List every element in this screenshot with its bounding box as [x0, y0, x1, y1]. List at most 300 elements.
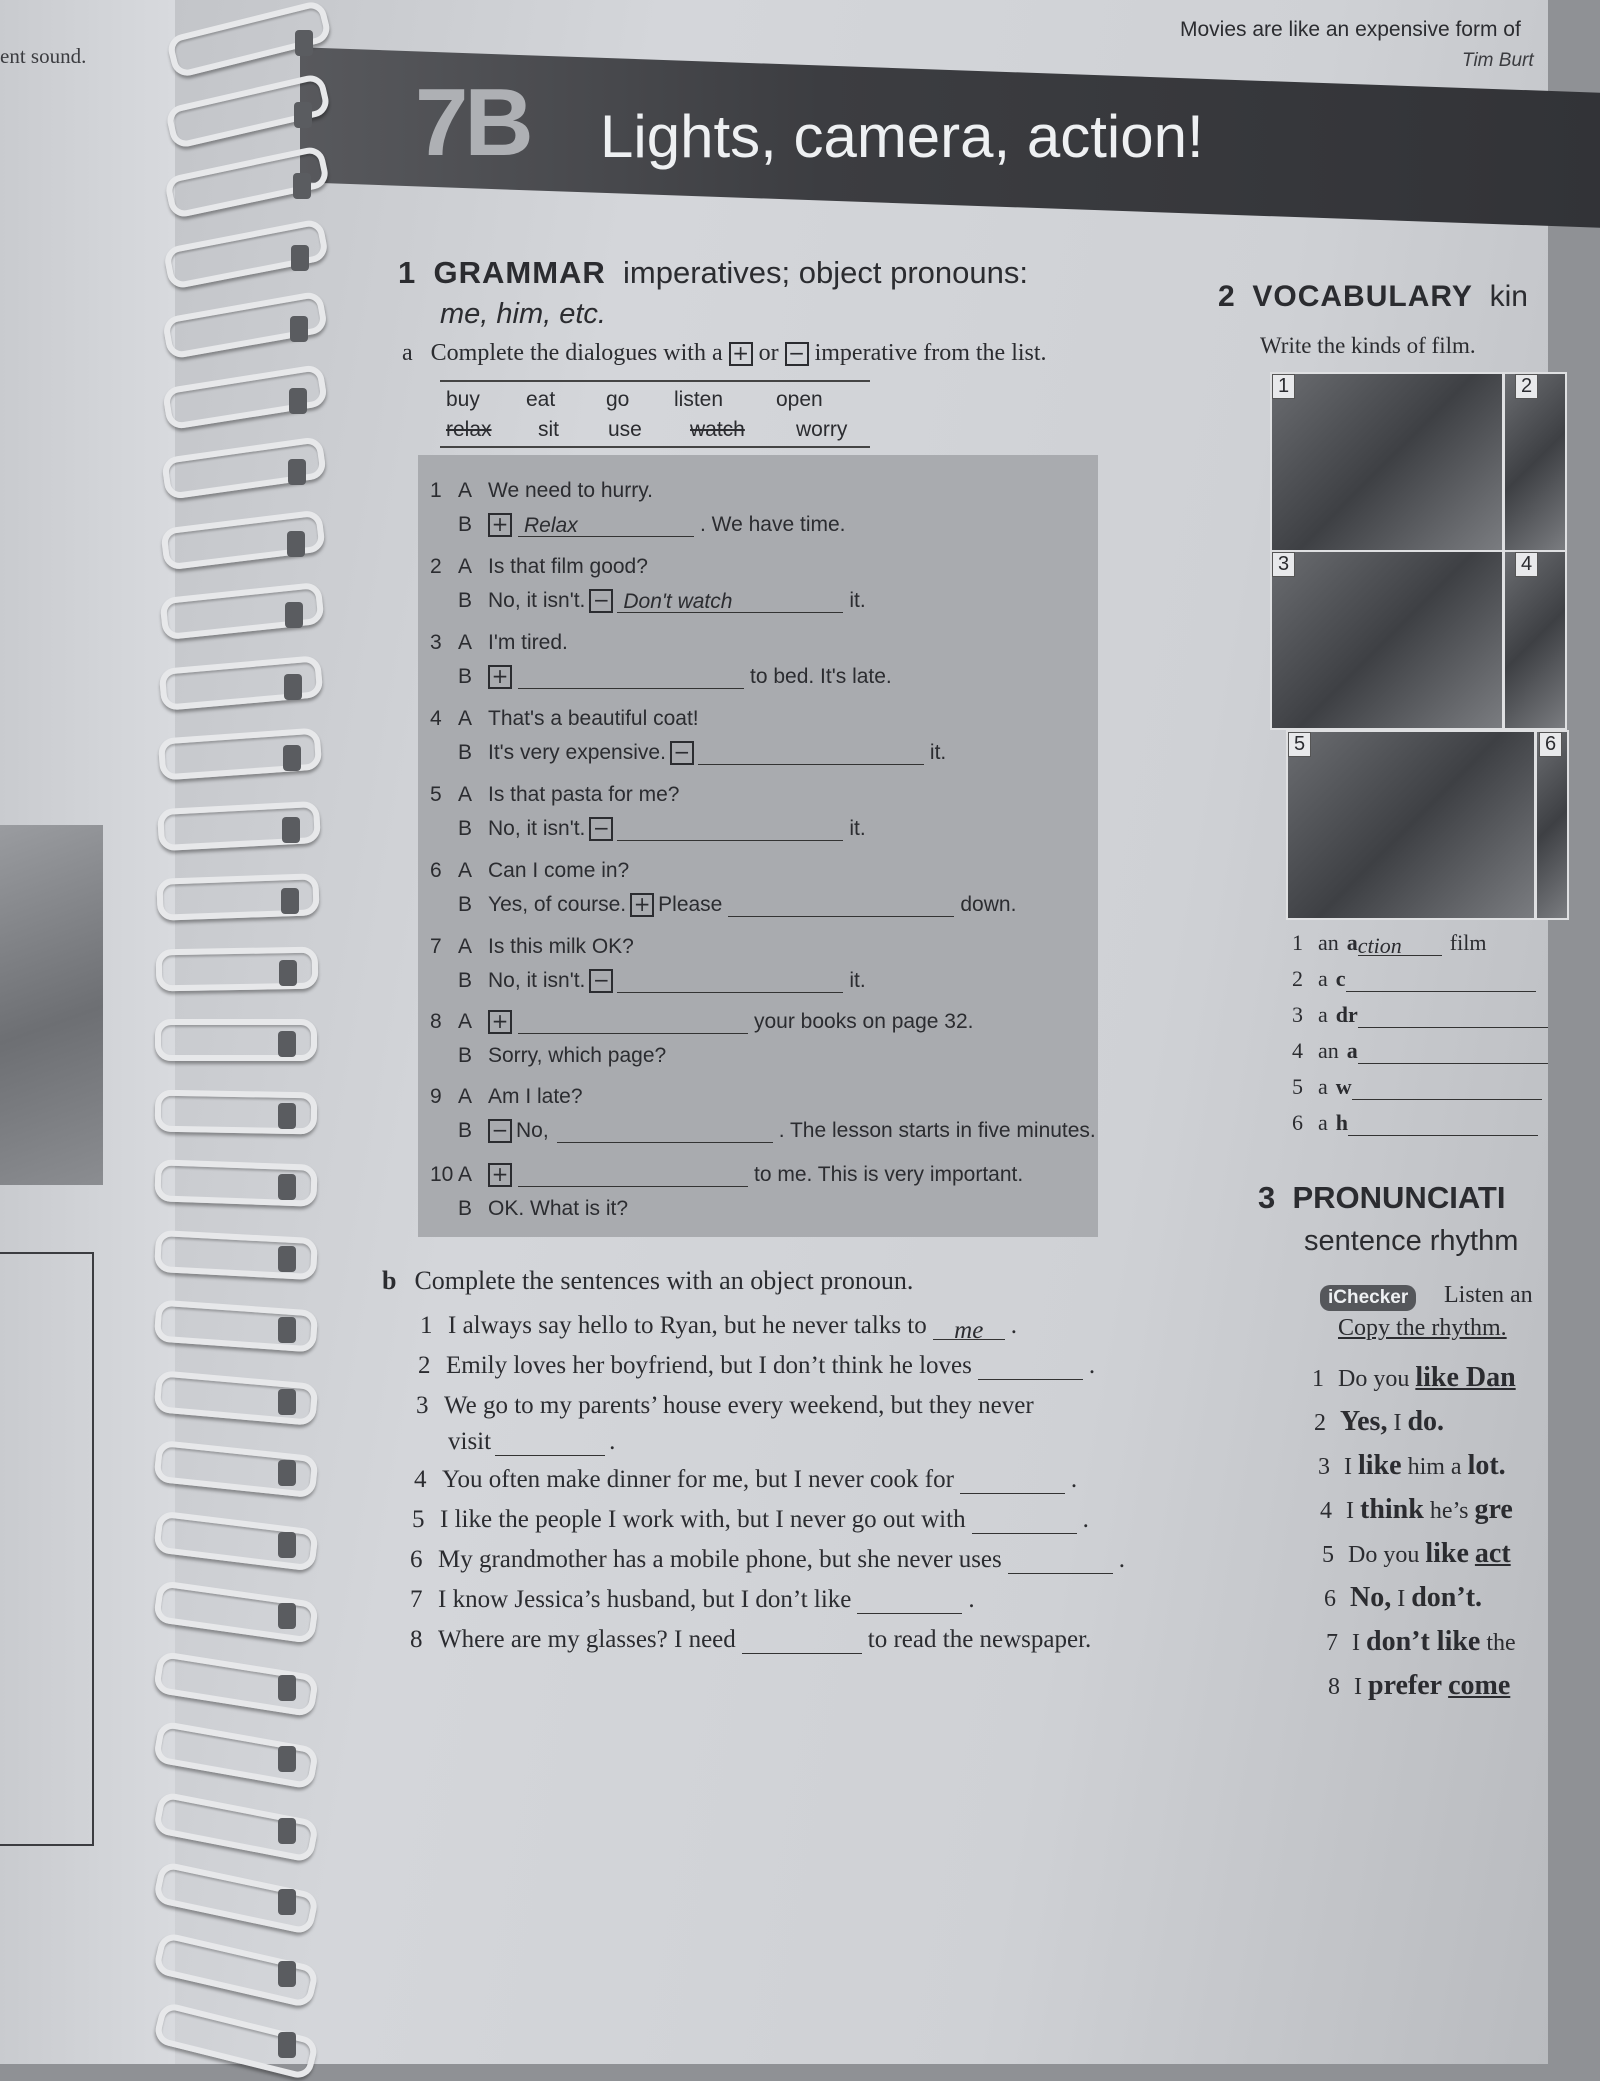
sentence-number: 5 — [412, 1506, 425, 1533]
pronunciation-number: 6 — [1324, 1586, 1336, 1612]
answer-blank[interactable]: Don't watch — [617, 590, 843, 613]
part-b-instruction-text: Complete the sentences with an object pronoun. — [414, 1266, 914, 1295]
dialogue-text: it. — [849, 817, 866, 840]
minus-box-icon: − — [488, 1119, 512, 1143]
dialogue-line-b — [458, 817, 866, 841]
dialogue-line-a — [430, 479, 653, 503]
binding-hole — [281, 888, 299, 914]
minus-box-icon: − — [670, 741, 694, 765]
dialogue-line-b — [458, 1119, 1096, 1143]
photo-number: 1 — [1272, 374, 1295, 399]
dialogue-line-b — [458, 1197, 628, 1221]
pronunciation-word: act — [1474, 1538, 1511, 1569]
binding-hole — [291, 245, 309, 271]
dialogue-number: 6 — [430, 859, 442, 882]
dialogue-text: it. — [849, 589, 866, 612]
speaker-b: B — [458, 969, 473, 992]
vocabulary-heading — [1218, 280, 1528, 314]
pronunciation-word: like — [1358, 1450, 1402, 1481]
pronunciation-word: the — [1486, 1630, 1516, 1656]
pronunciation-label: PRONUNCIATI — [1292, 1180, 1506, 1215]
sentence-text: Where are my glasses? I need — [438, 1626, 736, 1653]
speaker-b: B — [458, 1119, 473, 1142]
vocabulary-item — [1292, 1110, 1538, 1136]
dialogue-text: Yes, of course. — [488, 893, 627, 916]
vocabulary-prompt: a — [1346, 1038, 1358, 1063]
sentence-number: 1 — [420, 1312, 433, 1339]
dialogue-text: It's very expensive. — [488, 741, 666, 764]
answer-blank[interactable] — [518, 1011, 748, 1034]
dialogue-line-b — [458, 1044, 666, 1068]
film-photo — [1270, 372, 1504, 552]
answer-blank[interactable] — [1358, 1041, 1548, 1064]
pronunciation-word: lot. — [1467, 1450, 1506, 1481]
pronunciation-word: Yes, — [1340, 1406, 1388, 1437]
part-b-instruction — [382, 1266, 913, 1296]
sentence-number: 6 — [410, 1546, 423, 1573]
answer-blank[interactable] — [978, 1357, 1083, 1380]
pronunciation-word: I — [1344, 1454, 1352, 1480]
film-photo — [1270, 550, 1504, 730]
sentence — [412, 1506, 1089, 1534]
dialogue-line-a — [430, 935, 634, 959]
speaker-a: A — [458, 555, 473, 578]
pronunciation-word: I — [1397, 1586, 1406, 1612]
word-list — [440, 380, 870, 448]
sentence-number: 8 — [410, 1626, 423, 1653]
answer-blank[interactable] — [617, 818, 843, 841]
binding-hole — [285, 602, 303, 628]
vocabulary-item-number: 6 — [1292, 1110, 1303, 1135]
answer-blank[interactable] — [1358, 1005, 1548, 1028]
vocabulary-prompt: c — [1335, 966, 1346, 991]
vocabulary-item — [1292, 1002, 1548, 1028]
photo-number: 2 — [1515, 374, 1538, 399]
dialogue-text: No, it isn't. — [488, 589, 586, 612]
binding-hole — [290, 316, 308, 342]
answer-blank[interactable]: me — [933, 1317, 1005, 1340]
binding-hole — [278, 1675, 296, 1701]
photo-number: 6 — [1539, 732, 1562, 757]
pronunciation-item — [1320, 1494, 1519, 1526]
dialogue-text: Is that pasta for me? — [488, 783, 680, 806]
binding-hole — [278, 1532, 296, 1558]
sentence — [420, 1312, 1017, 1344]
vocabulary-prompt: a — [1346, 930, 1358, 955]
dialogue-number: 10 — [430, 1163, 454, 1186]
dialogue-line-b — [458, 665, 892, 689]
speaker-b: B — [458, 1197, 473, 1220]
dialogue-text: to me. This is very important. — [754, 1163, 1024, 1186]
vocabulary-label: VOCABULARY — [1252, 280, 1473, 313]
pronunciation-word: him a — [1407, 1454, 1462, 1480]
vocabulary-article: an — [1318, 930, 1339, 955]
sentence-number: 2 — [418, 1352, 431, 1379]
sentence — [416, 1392, 1034, 1420]
dialogue-number: 2 — [430, 555, 442, 578]
binding-hole — [289, 388, 307, 414]
answer-blank[interactable] — [1346, 969, 1536, 992]
speaker-b: B — [458, 741, 473, 764]
sentence-end: . — [1010, 1312, 1017, 1339]
answer-blank[interactable] — [960, 1471, 1065, 1494]
sentence — [410, 1626, 1091, 1654]
photo-number: 4 — [1515, 552, 1538, 577]
vocabulary-item-number: 2 — [1292, 966, 1303, 991]
minus-box-icon: − — [589, 589, 613, 613]
dialogue-line-a — [430, 859, 629, 883]
plus-box-icon: + — [488, 1010, 512, 1034]
left-page-snippet: ent sound. — [0, 44, 87, 68]
dialogue-text: . The lesson starts in five minutes. — [778, 1119, 1096, 1142]
speaker-a: A — [458, 935, 473, 958]
binding-hole — [282, 817, 300, 843]
vocabulary-instruction: Write the kinds of film. — [1260, 333, 1476, 358]
sentence-end: . — [609, 1428, 616, 1455]
binding-hole — [278, 1103, 296, 1129]
dialogue-text: your books on page 32. — [754, 1010, 974, 1033]
pronunciation-word: like Dan — [1415, 1362, 1516, 1393]
vocabulary-item-number: 3 — [1292, 1002, 1303, 1027]
plus-box-icon: + — [630, 893, 654, 917]
vocabulary-topic: kin — [1489, 280, 1528, 313]
pronunciation-item — [1324, 1582, 1488, 1614]
answer-blank[interactable] — [857, 1591, 962, 1614]
film-photo — [1535, 730, 1569, 920]
pronunciation-item — [1312, 1362, 1522, 1394]
binding-hole — [278, 1889, 296, 1915]
sentence — [414, 1466, 1077, 1494]
speaker-a: A — [458, 859, 473, 882]
pronunciation-item — [1318, 1450, 1512, 1482]
binding-hole — [278, 1818, 296, 1844]
pronunciation-word: I — [1354, 1674, 1362, 1700]
dialogue-text: OK. What is it? — [488, 1197, 629, 1220]
answer-blank[interactable] — [557, 1120, 773, 1143]
plus-box-icon: + — [488, 665, 512, 689]
sentence-number: 3 — [416, 1392, 429, 1419]
pronunciation-number: 7 — [1326, 1630, 1338, 1656]
part-a-instruction-pre: Complete the dialogues with a — [430, 340, 723, 366]
dialogue-line-a — [430, 783, 679, 807]
answer-blank[interactable] — [617, 970, 843, 993]
vocabulary-item-number: 1 — [1292, 930, 1303, 955]
dialogue-line-a — [430, 1010, 974, 1034]
pronunciation-number: 3 — [1318, 1454, 1330, 1480]
vocabulary-prompt: w — [1335, 1074, 1352, 1099]
film-photo — [1503, 372, 1567, 552]
answer-blank[interactable] — [1008, 1551, 1113, 1574]
pronunciation-instruction-1: Listen an — [1444, 1282, 1533, 1308]
binding-hole — [278, 1746, 296, 1772]
sentence-number: 7 — [410, 1586, 423, 1613]
sentence-text: visit — [448, 1428, 492, 1455]
vocabulary-prompt: h — [1335, 1110, 1349, 1135]
pronunciation-number: 5 — [1322, 1542, 1334, 1568]
word-list-item: eat — [526, 388, 556, 411]
pronunciation-word: I — [1346, 1498, 1354, 1524]
speaker-b: B — [458, 817, 473, 840]
dialogue-text: We need to hurry. — [488, 479, 653, 502]
sentence-text: I like the people I work with, but I never go out with — [440, 1506, 966, 1533]
grammar-number: 1 — [398, 255, 417, 290]
speaker-a: A — [458, 1085, 473, 1108]
vocabulary-item — [1292, 1074, 1542, 1100]
word-list-item: worry — [796, 418, 848, 441]
dialogue-line-a — [430, 1163, 1023, 1187]
binding-hole — [293, 173, 311, 199]
pronunciation-number: 4 — [1320, 1498, 1332, 1524]
pronunciation-word: gre — [1474, 1494, 1513, 1525]
pronunciation-number: 1 — [1312, 1366, 1324, 1392]
part-a-instruction — [402, 340, 1047, 367]
word-list-item: open — [776, 388, 823, 411]
grammar-topic: imperatives; object pronouns: — [623, 255, 1028, 290]
dialogue-text: No, it isn't. — [488, 817, 586, 840]
pronunciation-word: Do you — [1338, 1366, 1410, 1392]
sentence-text: I always say hello to Ryan, but he never talks to — [448, 1312, 927, 1339]
photo-number: 3 — [1272, 552, 1295, 577]
grammar-heading — [398, 255, 1028, 291]
left-page-edge — [0, 0, 175, 2064]
dialogue-number: 3 — [430, 631, 442, 654]
word-list-item: relax — [446, 418, 492, 441]
dialogue-text: it. — [929, 741, 947, 764]
dialogue-panel — [418, 455, 1098, 1237]
sentence-text: You often make dinner for me, but I never cook for — [442, 1466, 954, 1493]
sentence-text: My grandmother has a mobile phone, but she never uses — [438, 1546, 1002, 1573]
binding-hole — [278, 1246, 296, 1272]
pronunciation-number: 2 — [1314, 1410, 1326, 1436]
vocabulary-article: a — [1318, 966, 1328, 991]
sentence-end: to read the newspaper. — [867, 1626, 1092, 1653]
dialogue-line-b — [458, 589, 866, 613]
sentence — [410, 1546, 1125, 1574]
pronunciation-item — [1328, 1670, 1516, 1702]
sentence-end: . — [1082, 1506, 1089, 1533]
pronunciation-word: don’t like — [1366, 1626, 1481, 1657]
sentence-end: . — [1088, 1352, 1096, 1379]
pronunciation-word: do. — [1407, 1406, 1445, 1437]
sentence-end: . — [1070, 1466, 1078, 1493]
vocabulary-item — [1292, 930, 1486, 956]
binding-hole — [278, 1317, 296, 1343]
minus-box-icon: − — [785, 342, 809, 366]
dialogue-text: it. — [849, 969, 866, 992]
pronunciation-word: I — [1393, 1410, 1402, 1436]
dialogue-line-b — [458, 969, 866, 993]
binding-hole — [294, 102, 312, 128]
binding-hole — [278, 1389, 296, 1415]
dialogue-line-a — [430, 707, 699, 731]
speaker-a: A — [458, 1163, 473, 1186]
vocabulary-prompt: dr — [1335, 1002, 1358, 1027]
part-a-letter: a — [402, 340, 413, 366]
dialogue-number: 8 — [430, 1010, 442, 1033]
dialogue-text: down. — [960, 893, 1017, 916]
binding-hole — [288, 459, 306, 485]
answer-blank[interactable] — [972, 1511, 1077, 1534]
dialogue-text: . We have time. — [700, 513, 846, 536]
binding-hole — [295, 30, 313, 56]
dialogue-number: 4 — [430, 707, 442, 730]
dialogue-text: Am I late? — [488, 1085, 583, 1108]
dialogue-text: No, — [516, 1119, 549, 1142]
dialogue-line-a — [430, 555, 648, 579]
binding-hole — [284, 674, 302, 700]
dialogue-text: I'm tired. — [488, 631, 568, 654]
binding-hole — [278, 1961, 296, 1987]
binding-hole — [278, 1460, 296, 1486]
dialogue-number: 7 — [430, 935, 442, 958]
binding-hole — [278, 2032, 296, 2058]
sentence-end: . — [968, 1586, 975, 1613]
vocabulary-article: a — [1318, 1002, 1328, 1027]
dialogue-line-a — [430, 631, 568, 655]
pronunciation-word: don’t. — [1411, 1582, 1483, 1613]
word-list-item: use — [608, 418, 642, 441]
pronunciation-word: think — [1360, 1494, 1424, 1525]
vocabulary-item-number: 4 — [1292, 1038, 1303, 1063]
speaker-a: A — [458, 783, 473, 806]
spiral-binding — [160, 0, 330, 2064]
pronunciation-item — [1322, 1538, 1517, 1570]
binding-hole — [287, 531, 305, 557]
word-list-item: watch — [690, 418, 745, 441]
quote: Movies are like an expensive form of — [1180, 18, 1521, 41]
sentence — [410, 1586, 975, 1614]
speaker-b: B — [458, 1044, 473, 1067]
dialogue-text: Can I come in? — [488, 859, 630, 882]
dialogue-text: Is that film good? — [488, 555, 648, 578]
vocabulary-post: film — [1449, 930, 1487, 955]
sentence-number: 4 — [414, 1466, 427, 1493]
plus-box-icon: + — [488, 1163, 512, 1187]
film-photo — [1503, 550, 1567, 730]
pronunciation-word: prefer — [1368, 1670, 1443, 1701]
pronunciation-word: he’s — [1429, 1498, 1469, 1524]
minus-box-icon: − — [589, 969, 613, 993]
grammar-label: GRAMMAR — [433, 255, 606, 290]
dialogue-number: 9 — [430, 1085, 442, 1108]
dialogue-text: Is this milk OK? — [488, 935, 634, 958]
speaker-a: A — [458, 631, 473, 654]
part-a-instruction-or: or — [758, 340, 779, 366]
pronunciation-topic: sentence rhythm — [1304, 1225, 1519, 1257]
dialogue-text: No, it isn't. — [488, 969, 586, 992]
word-list-item: buy — [446, 388, 480, 411]
pronunciation-item — [1326, 1626, 1522, 1658]
answer-blank[interactable] — [495, 1433, 605, 1456]
answer-blank[interactable]: Relax — [518, 514, 694, 537]
vocabulary-article: a — [1318, 1110, 1328, 1135]
quote-author: Tim Burt — [1462, 50, 1534, 71]
part-b-letter: b — [382, 1266, 397, 1295]
pronunciation-word: Do you — [1348, 1542, 1420, 1568]
word-list-item: go — [606, 388, 630, 411]
dialogue-text: to bed. It's late. — [750, 665, 892, 688]
speaker-b: B — [458, 893, 473, 916]
answer-blank[interactable] — [1348, 1113, 1538, 1136]
sentence — [418, 1352, 1095, 1380]
pronunciation-word: No, — [1350, 1582, 1392, 1613]
pronunciation-number: 3 — [1258, 1180, 1276, 1215]
pronunciation-word: like — [1425, 1538, 1469, 1569]
part-a-instruction-post: imperative from the list. — [814, 340, 1047, 366]
dialogue-line-a — [430, 1085, 583, 1109]
pronunciation-instruction-2: Copy the rhythm. — [1338, 1315, 1507, 1341]
speaker-a: A — [458, 479, 473, 502]
binding-hole — [278, 1174, 296, 1200]
speaker-a: A — [458, 1010, 473, 1033]
plus-box-icon: + — [488, 513, 512, 537]
vocabulary-article: a — [1318, 1074, 1328, 1099]
answer-blank[interactable] — [518, 666, 744, 689]
speaker-b: B — [458, 589, 473, 612]
ichecker-badge: iChecker — [1320, 1285, 1416, 1311]
answer-blank[interactable]: ction — [1358, 933, 1442, 956]
photo-number: 5 — [1288, 732, 1311, 757]
vocabulary-article: an — [1318, 1038, 1339, 1063]
dialogue-text: Sorry, which page? — [488, 1044, 667, 1067]
dialogue-line-b — [458, 893, 1016, 917]
sentence-text: I know Jessica’s husband, but I don’t like — [438, 1586, 852, 1613]
answer-blank[interactable] — [728, 894, 954, 917]
vocabulary-number: 2 — [1218, 280, 1236, 313]
pronunciation-item — [1314, 1406, 1450, 1438]
answer-blank[interactable] — [1352, 1077, 1542, 1100]
pronunciation-heading — [1258, 1180, 1505, 1216]
pronunciation-word: come — [1448, 1670, 1511, 1701]
left-page-photo — [0, 825, 103, 1185]
binding-hole — [279, 960, 297, 986]
minus-box-icon: − — [589, 817, 613, 841]
answer-blank[interactable] — [518, 1164, 748, 1187]
vocabulary-item — [1292, 966, 1536, 992]
vocabulary-item-number: 5 — [1292, 1074, 1303, 1099]
answer-blank[interactable] — [742, 1631, 862, 1654]
left-page-box — [0, 1252, 94, 1846]
pronunciation-word: I — [1352, 1630, 1360, 1656]
plus-box-icon: + — [729, 342, 753, 366]
unit-title: Lights, camera, action! — [600, 103, 1204, 170]
dialogue-line-b — [458, 741, 946, 765]
binding-hole — [278, 1031, 296, 1057]
dialogue-line-b — [458, 513, 846, 537]
pronunciation-number: 8 — [1328, 1674, 1340, 1700]
sentence-text: We go to my parents’ house every weekend, but they never — [444, 1392, 1034, 1419]
sentence-end: . — [1118, 1546, 1126, 1573]
sentence-continuation — [448, 1428, 615, 1456]
dialogue-text: That's a beautiful coat! — [488, 707, 699, 730]
grammar-topic-line2: me, him, etc. — [440, 298, 606, 330]
dialogue-number: 1 — [430, 479, 442, 502]
word-list-item: sit — [538, 418, 559, 441]
vocabulary-item — [1292, 1038, 1548, 1064]
film-photo — [1286, 730, 1536, 920]
dialogue-number: 5 — [430, 783, 442, 806]
speaker-b: B — [458, 665, 473, 688]
unit-number: 7B — [415, 69, 530, 176]
answer-blank[interactable] — [698, 742, 924, 765]
sentence-text: Emily loves her boyfriend, but I don’t think he loves — [446, 1352, 972, 1379]
binding-hole — [278, 1603, 296, 1629]
speaker-b: B — [458, 513, 473, 536]
word-list-item: listen — [674, 388, 724, 411]
binding-hole — [283, 745, 301, 771]
speaker-a: A — [458, 707, 473, 730]
dialogue-text: Please — [658, 893, 723, 916]
